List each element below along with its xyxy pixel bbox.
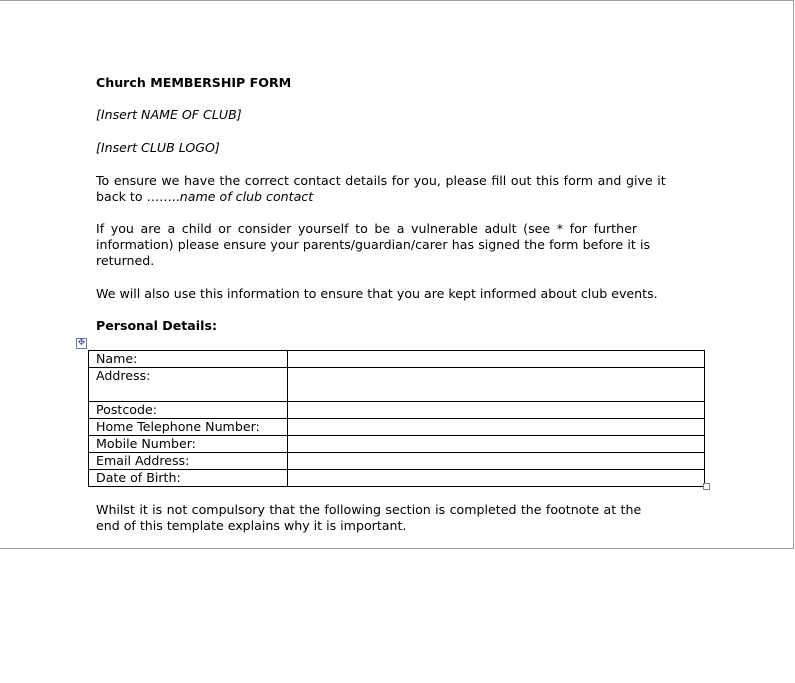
table-row bbox=[89, 419, 705, 436]
intro-line-2 bbox=[96, 189, 313, 206]
field-label-mobile: Mobile Number: bbox=[89, 436, 288, 453]
child-line-1: If you are a child or consider yourself to be a vulnerable adult (see * for further bbox=[96, 221, 638, 236]
field-label-postcode: Postcode: bbox=[89, 402, 288, 419]
intro-line-2-prefix: back to …….. bbox=[96, 189, 180, 204]
child-line-3: returned. bbox=[96, 253, 155, 268]
child-line-2: information) please ensure your parents/guardian/carer has signed the form before it is bbox=[96, 237, 651, 252]
field-value-address[interactable] bbox=[288, 368, 705, 402]
club-name-placeholder: [Insert NAME OF CLUB] bbox=[96, 107, 242, 122]
field-label-name: Name: bbox=[89, 351, 288, 368]
field-label-address: Address: bbox=[89, 368, 288, 402]
table-row bbox=[89, 453, 705, 470]
personal-details-table bbox=[88, 350, 705, 487]
footnote-line-1: Whilst it is not compulsory that the following section is completed the footnote at the bbox=[96, 502, 642, 517]
club-contact-placeholder: name of club contact bbox=[179, 189, 314, 204]
table-row bbox=[89, 470, 705, 487]
info-line: We will also use this information to ensure that you are kept informed about club events. bbox=[96, 286, 658, 301]
club-logo-placeholder: [Insert CLUB LOGO] bbox=[96, 140, 220, 155]
field-label-dob: Date of Birth: bbox=[89, 470, 288, 487]
table-row bbox=[89, 402, 705, 419]
field-value-postcode[interactable] bbox=[288, 402, 705, 419]
resize-handle-icon[interactable] bbox=[703, 483, 710, 490]
field-label-home-telephone: Home Telephone Number: bbox=[89, 419, 288, 436]
table-row bbox=[89, 436, 705, 453]
field-value-email[interactable] bbox=[288, 453, 705, 470]
personal-details-heading: Personal Details: bbox=[96, 318, 217, 333]
field-value-home-telephone[interactable] bbox=[288, 419, 705, 436]
form-title: Church MEMBERSHIP FORM bbox=[96, 75, 292, 90]
table-row bbox=[89, 351, 705, 368]
move-icon[interactable]: ✥ bbox=[77, 338, 86, 348]
table-row bbox=[89, 368, 705, 402]
field-value-name[interactable] bbox=[288, 351, 705, 368]
intro-line-1: To ensure we have the correct contact details for you, please fill out this form and give it bbox=[96, 173, 666, 188]
field-value-mobile[interactable] bbox=[288, 436, 705, 453]
field-value-dob[interactable] bbox=[288, 470, 705, 487]
field-label-email: Email Address: bbox=[89, 453, 288, 470]
footnote-line-2: end of this template explains why it is important. bbox=[96, 518, 407, 533]
